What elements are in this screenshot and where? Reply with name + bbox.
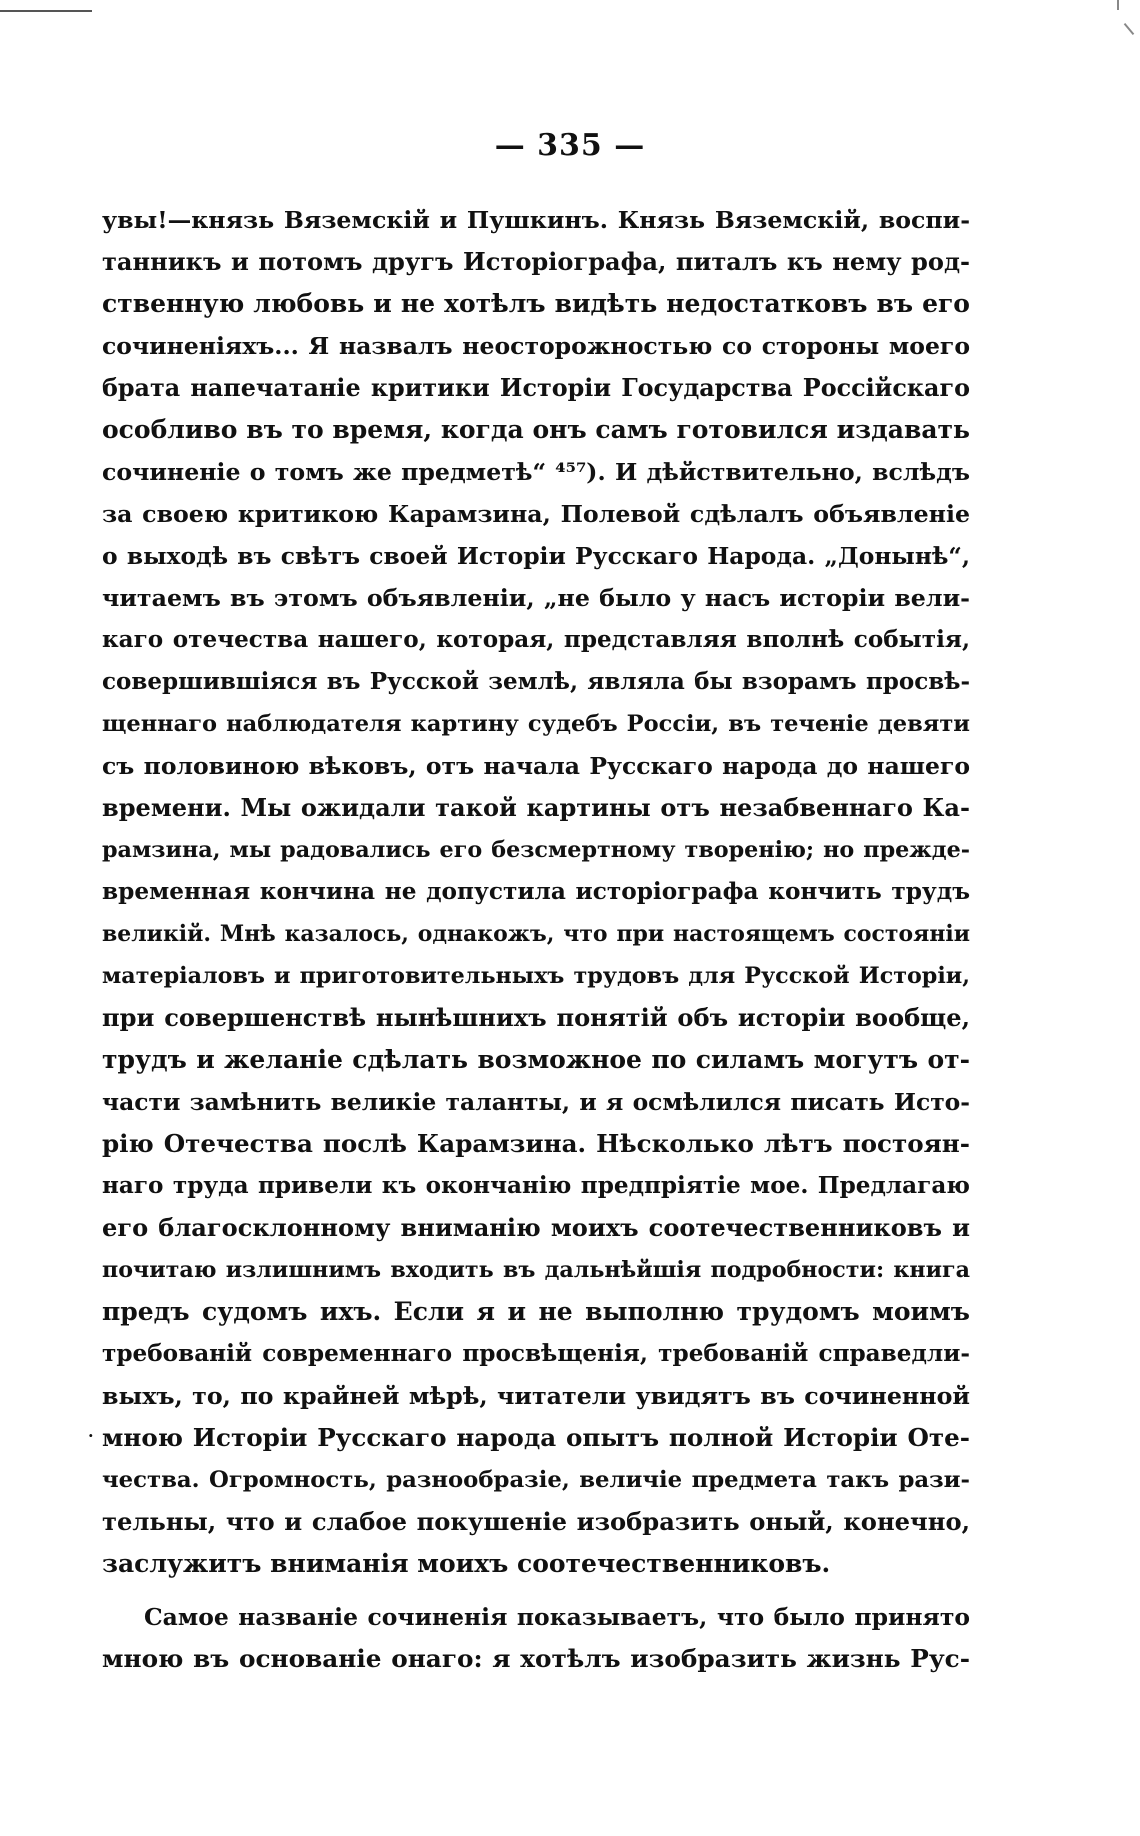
- text-line: великій. Мнѣ казалось, однакожъ, что при настоящемъ состояніи: [102, 921, 970, 947]
- text-line: рію Отечества послѣ Карамзина. Нѣсколько лѣтъ постоян-: [102, 1129, 970, 1158]
- body-text: [102, 199, 970, 1680]
- text-line: заслужитъ вниманія моихъ соотечественниковъ.: [102, 1549, 831, 1578]
- margin-mark: ․: [88, 1422, 94, 1441]
- scan-corner-mark: [1124, 23, 1135, 35]
- text-line: каго отечества нашего, которая, представляя вполнѣ событія,: [102, 626, 970, 653]
- text-line: Самое названіе сочиненія показываетъ, что было принято: [144, 1603, 970, 1631]
- text-line: особливо въ то время, когда онъ самъ готовился издавать: [102, 415, 970, 444]
- text-line: сочиненіе о томъ же предметѣ“ ⁴⁵⁷). И дѣйствительно, вслѣдъ: [102, 458, 970, 486]
- text-line: мною въ основаніе онаго: я хотѣлъ изобразить жизнь Рус-: [102, 1644, 970, 1673]
- text-line: съ половиною вѣковъ, отъ начала Русскаго народа до нашего: [102, 752, 970, 780]
- paragraph: [102, 199, 970, 1585]
- text-line: щеннаго наблюдателя картину судебъ Россіи, въ теченіе девяти: [102, 711, 970, 737]
- text-line: читаемъ въ этомъ объявленіи, „не было у насъ исторіи вели-: [102, 584, 970, 612]
- text-line: части замѣнить великіе таланты, и я осмѣлился писать Исто-: [102, 1088, 970, 1116]
- text-line: предъ судомъ ихъ. Если я и не выполню трудомъ моимъ: [102, 1297, 970, 1326]
- text-line: временная кончина не допустила исторіографа кончить трудъ: [102, 878, 970, 905]
- text-line: сочиненіяхъ... Я назвалъ неосторожностью со стороны моего: [102, 332, 970, 360]
- text-line: мною Исторіи Русскаго народа опытъ полной Исторіи Оте-: [102, 1423, 970, 1452]
- paragraph-gap: [102, 1585, 970, 1596]
- text-line: увы!—князь Вяземскій и Пушкинъ. Князь Вяземскій, воспи-: [102, 206, 970, 234]
- scan-edge-rule: [0, 10, 92, 12]
- paragraph: [102, 1596, 970, 1680]
- text-line: ственную любовь и не хотѣлъ видѣть недостатковъ въ его: [102, 289, 970, 318]
- text-line: его благосклонному вниманію моихъ соотечественниковъ и: [102, 1213, 970, 1242]
- text-line: рамзина, мы радовались его безсмертному творенію; но прежде-: [102, 837, 970, 863]
- text-line: при совершенствѣ нынѣшнихъ понятій объ исторіи вообще,: [102, 1003, 970, 1032]
- text-line: тельны, что и слабое покушеніе изобразить оный, конечно,: [102, 1507, 970, 1536]
- text-line: танникъ и потомъ другъ Исторіографа, питалъ къ нему род-: [102, 247, 970, 276]
- text-line: трудъ и желаніе сдѣлать возможное по силамъ могутъ от-: [102, 1045, 970, 1074]
- text-line: за своею критикою Карамзина, Полевой сдѣлалъ объявленіе: [102, 500, 970, 528]
- text-line: совершившіяся въ Русской землѣ, являла бы взорамъ просвѣ-: [102, 668, 970, 695]
- text-line: о выходѣ въ свѣтъ своей Исторіи Русскаго Народа. „Донынѣ“,: [102, 542, 970, 570]
- text-line: почитаю излишнимъ входить въ дальнѣйшія подробности: книга: [102, 1257, 970, 1283]
- text-line: требованій современнаго просвѣщенія, требованій справедли-: [102, 1340, 970, 1367]
- text-line: времени. Мы ожидали такой картины отъ незабвеннаго Ка-: [102, 793, 970, 822]
- text-line: брата напечатаніе критики Исторіи Государства Россійскаго: [102, 374, 970, 402]
- page-number: — 335 —: [494, 128, 646, 163]
- text-line: чества. Огромность, разнообразіе, величіе предмета такъ рази-: [102, 1467, 970, 1493]
- text-line: выхъ, то, по крайней мѣрѣ, читатели увидятъ въ сочиненной: [102, 1382, 970, 1410]
- scan-corner-mark: [1117, 0, 1119, 10]
- text-line: матеріаловъ и приготовительныхъ трудовъ для Русской Исторіи,: [102, 963, 970, 989]
- text-line: наго труда привели къ окончанію предпріятіе мое. Предлагаю: [102, 1172, 970, 1199]
